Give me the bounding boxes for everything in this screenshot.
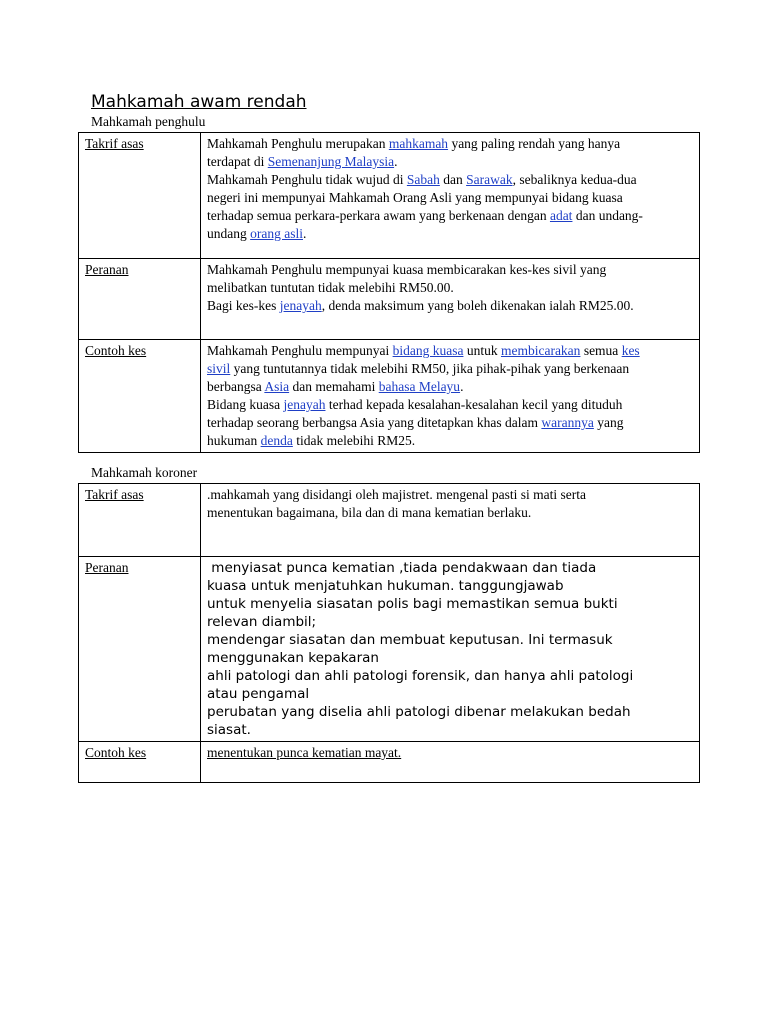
text-segment: terdapat di	[207, 154, 268, 169]
text-line: atau pengamal	[207, 686, 310, 702]
table-row	[79, 133, 700, 259]
table-row	[79, 742, 700, 783]
row-label-peranan: Peranan	[79, 557, 201, 742]
text-line: .mahkamah yang disidangi oleh majistret. mengenal pasti si mati serta	[207, 487, 587, 502]
text-line: siasat.	[207, 722, 251, 738]
link-semenanjung-malaysia[interactable]: Semenanjung Malaysia	[267, 154, 395, 169]
text-line: menyiasat punca kematian ,tiada pendakwaan dan tiada	[207, 560, 597, 576]
text-segment: undang	[207, 226, 251, 241]
row-label-takrif: Takrif asas	[79, 484, 201, 557]
table-row	[79, 484, 700, 557]
text-line: relevan diambil;	[207, 614, 317, 630]
text-segment: , denda maksimum yang boleh dikenakan ialah RM25.00.	[321, 298, 634, 313]
text-segment: .	[394, 154, 398, 169]
link-orang-asli[interactable]: orang asli	[250, 226, 303, 241]
link-kes-sivil[interactable]: sivil	[207, 361, 231, 376]
row-content-takrif	[201, 133, 700, 259]
link-bidang-kuasa[interactable]: bidang kuasa	[392, 343, 464, 358]
text-line: ahli patologi dan ahli patologi forensik, dan hanya ahli patologi	[207, 668, 634, 684]
link-sarawak[interactable]: Sarawak	[466, 172, 513, 187]
row-label-takrif: Takrif asas	[79, 133, 201, 259]
text-segment: semua	[580, 343, 622, 358]
text-line: kuasa untuk menjatuhkan hukuman. tanggungjawab	[207, 578, 564, 594]
text-line: mendengar siasatan dan membuat keputusan. Ini termasuk	[207, 632, 613, 648]
table-row	[79, 259, 700, 340]
text-segment: dan undang-	[572, 208, 643, 223]
table-penghulu	[78, 132, 700, 453]
text-line: perubatan yang diselia ahli patologi dibenar melakukan bedah	[207, 704, 631, 720]
link-kes-sivil[interactable]: kes	[621, 343, 640, 358]
text-line: menentukan bagaimana, bila dan di mana kematian berlaku.	[207, 505, 532, 520]
text-segment: yang	[593, 415, 624, 430]
link-membicarakan[interactable]: membicarakan	[500, 343, 581, 358]
text-segment: hukuman	[207, 433, 261, 448]
text-segment: , sebaliknya kedua-dua	[512, 172, 637, 187]
text-segment: yang paling rendah yang hanya	[448, 136, 621, 151]
row-content-peranan	[201, 557, 700, 742]
row-content-contoh	[201, 340, 700, 453]
text-segment: Mahkamah Penghulu merupakan	[207, 136, 389, 151]
text-segment: terhadap semua perkara-perkara awam yang berkenaan dengan	[207, 208, 550, 223]
section-heading-koroner: Mahkamah koroner	[91, 465, 198, 480]
link-mahkamah[interactable]: mahkamah	[388, 136, 449, 151]
text-line: negeri ini mempunyai Mahkamah Orang Asli yang mempunyai bidang kuasa	[207, 190, 623, 205]
text-segment: Mahkamah Penghulu tidak wujud di	[207, 172, 407, 187]
row-label-peranan: Peranan	[79, 259, 201, 340]
text-segment: .	[303, 226, 307, 241]
link-bahasa-melayu[interactable]: bahasa Melayu	[378, 379, 461, 394]
text-segment: Mahkamah Penghulu mempunyai	[207, 343, 393, 358]
text-segment: untuk	[463, 343, 501, 358]
text-line: menentukan punca kematian mayat.	[207, 745, 402, 760]
text-segment: berbangsa	[207, 379, 265, 394]
text-line: untuk menyelia siasatan polis bagi memastikan semua bukti	[207, 596, 618, 612]
row-content-peranan	[201, 259, 700, 340]
text-segment: tidak melebihi RM25.	[292, 433, 416, 448]
link-asia[interactable]: Asia	[264, 379, 290, 394]
link-sabah[interactable]: Sabah	[406, 172, 440, 187]
page-title: Mahkamah awam rendah	[91, 92, 307, 112]
link-adat[interactable]: adat	[549, 208, 573, 223]
text-line: Mahkamah Penghulu mempunyai kuasa membicarakan kes-kes sivil yang	[207, 262, 607, 277]
text-segment: dan	[439, 172, 467, 187]
text-segment: Bidang kuasa	[207, 397, 284, 412]
table-row	[79, 557, 700, 742]
text-line: menggunakan kepakaran	[207, 650, 379, 666]
row-label-contoh: Contoh kes	[79, 742, 201, 783]
text-segment: Bagi kes-kes	[207, 298, 280, 313]
row-label-contoh: Contoh kes	[79, 340, 201, 453]
text-segment: terhadap seorang berbangsa Asia yang ditetapkan khas dalam	[207, 415, 542, 430]
section-heading-penghulu: Mahkamah penghulu	[91, 114, 206, 129]
text-segment: yang tuntutannya tidak melebihi RM50, jika pihak-pihak yang berkenaan	[230, 361, 630, 376]
text-segment: terhad kepada kesalahan-kesalahan kecil yang dituduh	[325, 397, 623, 412]
table-row	[79, 340, 700, 453]
row-content-takrif	[201, 484, 700, 557]
row-content-contoh	[201, 742, 700, 783]
text-line: melibatkan tuntutan tidak melebihi RM50.00.	[207, 280, 454, 295]
text-segment: .	[460, 379, 464, 394]
link-jenayah[interactable]: jenayah	[283, 397, 326, 412]
link-denda[interactable]: denda	[260, 433, 293, 448]
text-segment: dan memahami	[289, 379, 379, 394]
table-koroner	[78, 483, 700, 783]
link-warannya[interactable]: warannya	[541, 415, 594, 430]
link-jenayah[interactable]: jenayah	[279, 298, 322, 313]
